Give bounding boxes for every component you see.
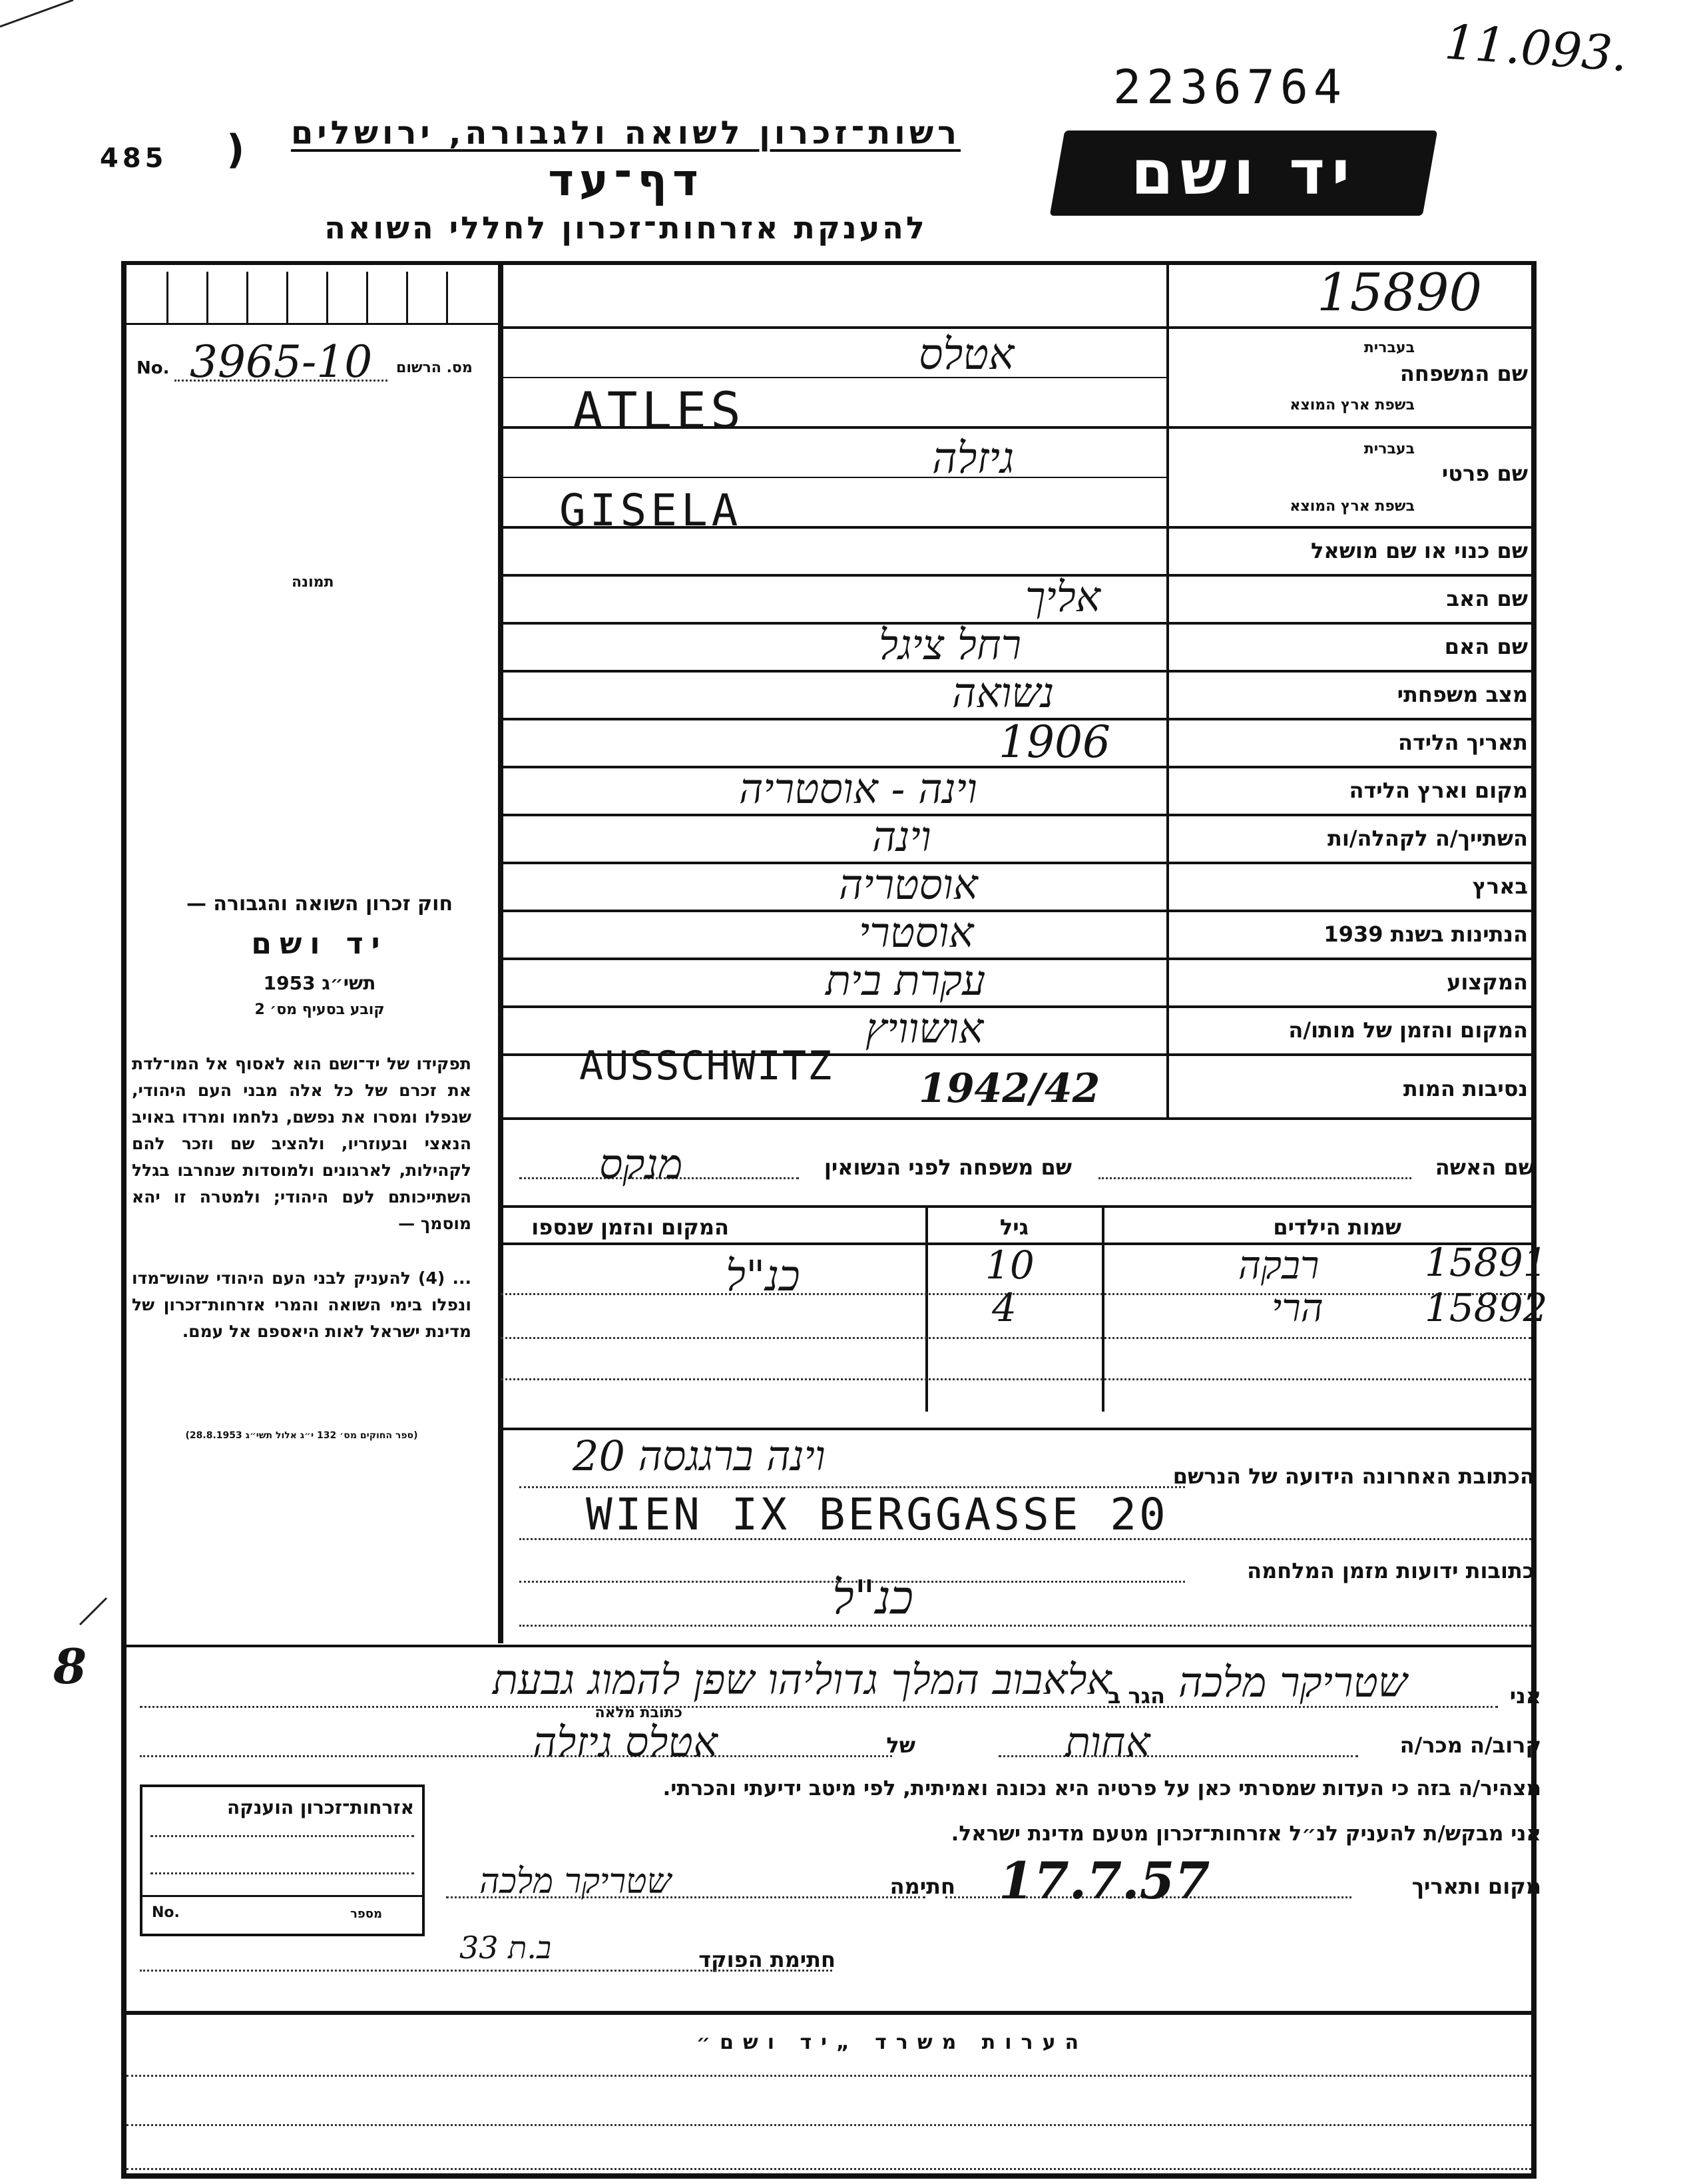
row-sep-8: [501, 814, 1531, 816]
death-place-value: אושוויץ: [865, 1004, 984, 1053]
remarks-line-3: [126, 2168, 1531, 2170]
children-div-2: [1102, 1205, 1104, 1412]
children-age-header: גיל: [999, 1215, 1029, 1240]
officer-line: [140, 1970, 832, 1972]
paperclip-mark: ): [226, 127, 245, 173]
family-name-label: שם המשפחה: [1399, 361, 1528, 386]
registration-line: [174, 380, 387, 382]
remarks-line-1: [126, 2075, 1531, 2077]
children-row-line-2: [501, 1337, 1531, 1339]
signature-value: שטריקר מלכה: [479, 1862, 672, 1902]
country-value: אוסטריה: [839, 860, 978, 909]
signature-label: חתימה: [889, 1874, 955, 1899]
child-1-place: כנ"ל: [726, 1252, 800, 1301]
child-1-id: 15891: [1425, 1240, 1548, 1285]
family-name-split: [501, 377, 1166, 378]
spouse-sep: [501, 1205, 1531, 1208]
child-1-age: 10: [985, 1242, 1035, 1288]
spouse-line: [1098, 1177, 1411, 1179]
corner-scratch: [0, 0, 80, 40]
law-paragraph-2: ... (4) להעניק לבני העם היהודי שהוש־מדו ונפלו בימי השואה והמרי אזרחות־זכרון של מדינת ישראל לאות היאספם אל עמם.: [132, 1268, 471, 1341]
death-place-latin: AUSSCHWITZ: [579, 1043, 834, 1089]
family-name-native-label: בשפת ארץ המוצא: [1290, 397, 1415, 413]
child-1-name: רבקה: [1238, 1242, 1320, 1288]
birth-date-label: תאריך הלידה: [1397, 730, 1528, 755]
family-name-hebrew-label: בעברית: [1363, 340, 1415, 356]
profession-value: עקרת בית: [826, 956, 986, 1005]
citizenship-value: אוסטרי: [859, 908, 974, 957]
row-sep-11: [501, 957, 1531, 960]
row-sep-9: [501, 862, 1531, 864]
last-address-line-1: [519, 1486, 1185, 1488]
spouse-maiden-label: שם משפחה לפני הנשואין: [824, 1155, 1072, 1180]
labels-divider: [1166, 265, 1169, 1117]
of-label: של: [886, 1733, 915, 1758]
mother-label: שם האם: [1444, 634, 1528, 659]
top-boxes: [126, 265, 499, 325]
birth-place-value: וינה - אוסטריה: [739, 764, 977, 813]
children-div-1: [925, 1205, 928, 1412]
spouse-label: שם האשה: [1435, 1155, 1535, 1180]
first-name-native-value: GISELA: [559, 485, 742, 536]
place-date-value: 17.7.57: [999, 1851, 1210, 1910]
full-address-label: כתובת מלאה: [595, 1705, 682, 1721]
last-address-latin: WIEN IX BERGGASSE 20: [586, 1489, 1168, 1540]
law-year: תשי״ג 1953: [263, 972, 376, 994]
declarant-name: שטריקר מלכה: [1178, 1658, 1407, 1707]
mother-value: רחל ציגל: [879, 621, 1022, 669]
spouse-maiden-value: מנקס: [599, 1140, 683, 1189]
birth-place-label: מקום וארץ הלידה: [1349, 778, 1528, 803]
form-subtitle: להענקת אזרחות־זכרון לחללי השואה: [324, 210, 927, 246]
marital-value: נשואה: [952, 669, 1055, 717]
row-sep-14: [501, 1117, 1531, 1120]
wartime-line-2: [519, 1625, 1531, 1627]
declaration-residing-label: הגר ב: [1107, 1683, 1165, 1709]
margin-tick: [73, 1591, 113, 1631]
last-address-line-2: [519, 1538, 1531, 1540]
declarant-address: אלאבוב המלך גדוליהו שפן להמוג גבעת: [493, 1655, 1112, 1704]
children-names-header: שמות הילדים: [1273, 1215, 1401, 1240]
citizenship-box-number-label: מספר: [350, 1907, 382, 1921]
law-paragraph-1: תפקידו של יד־ושם הוא לאסוף אל המו־לדת את זכרם של כל אלה מבני העם היהודי, שנפלו ומסרו את נפשם, נלחמו ומרדו באויב הנאצי ובעוזריו, ולהציב שם וזכר להם לקהילות, לארגונים ולמוסדות שנחרבו בגלל השתייכותם לעם היהודי; ולמטרה זו יהא מוסמך —: [132, 1054, 471, 1233]
first-name-split: [501, 477, 1166, 478]
row-sep-3: [501, 574, 1531, 577]
relation-value: אחות: [1065, 1718, 1150, 1767]
registration-no-label: No.: [136, 358, 170, 378]
children-place-header: המקום והזמן שנספו: [531, 1215, 729, 1240]
first-name-hebrew-label: בעברית: [1363, 441, 1415, 457]
law-name: יד ושם: [251, 927, 388, 961]
statement-1: מצהיר/ה בזה כי העדות שמסרתי כאן על פרטיה היא נכונה ואמיתית, לפי מיטב ידיעתי והכרתי.: [662, 1776, 1541, 1800]
father-label: שם האב: [1446, 586, 1528, 611]
remarks-line-2: [126, 2124, 1531, 2126]
death-year-value: 1942/42: [919, 1065, 1100, 1112]
citizenship-label: הנתינות בשנת 1939: [1323, 922, 1528, 947]
stamp-number: 2236764: [1113, 60, 1347, 115]
child-2-id: 15892: [1425, 1285, 1548, 1330]
citizenship-box-no-label: No.: [152, 1904, 180, 1921]
child-2-name: הרי: [1272, 1285, 1323, 1330]
relative-line: [999, 1755, 1358, 1757]
citizenship-box: [140, 1784, 425, 1936]
relative-label: קרוב/ה מכר/ה: [1399, 1733, 1541, 1758]
officer-signature-label: חתימת הפוקד: [698, 1947, 836, 1972]
children-row-line-3: [501, 1378, 1531, 1380]
registration-value: 3965-10: [190, 336, 373, 388]
row-sep-12: [501, 1005, 1531, 1008]
declaration-line-1: [140, 1706, 1498, 1708]
place-date-label: מקום ותאריך: [1411, 1874, 1541, 1899]
death-place-label: המקום והזמן של מותו/ה: [1288, 1017, 1528, 1043]
first-name-label: שם פרטי: [1441, 461, 1528, 486]
remarks-top: [126, 2011, 1531, 2015]
remarks-label: הערות משרד „יד ושם״: [696, 2031, 1088, 2054]
first-name-native-label: בשפת ארץ המוצא: [1290, 498, 1415, 515]
yad-vashem-logo: [1050, 131, 1438, 216]
officer-value: 33 ב.ת: [459, 1930, 552, 1966]
declaration-top: [126, 1645, 1531, 1647]
row-sep-top: [501, 326, 1531, 329]
file-number: 485: [100, 143, 168, 174]
birth-date-value: 1906: [999, 716, 1110, 768]
citizenship-box-title: אזרחות־זכרון הוענקה: [227, 1796, 414, 1818]
of-line: [140, 1755, 892, 1757]
death-circumstances-label: נסיבות המות: [1403, 1076, 1528, 1101]
last-address-hebrew: וינה ברגגסה 20: [573, 1432, 826, 1480]
photo-label: תמונה: [292, 574, 334, 591]
wartime-address-label: כתובות ידועות מזמן המלחמה: [1247, 1558, 1535, 1583]
relation-of-value: אטלס גיזלה: [533, 1718, 718, 1767]
statement-2: אני מבקש/ת להעניק לנ״ל אזרחות־זכרון מטעם מדינת ישראל.: [951, 1822, 1541, 1846]
community-label: השתייך/ה לקהלה/ות: [1327, 826, 1528, 851]
corner-number: 11.093.: [1443, 13, 1630, 83]
last-address-label: הכתובת האחרונה הידועה של הנרשם: [1172, 1464, 1535, 1489]
form-title: דף־עד: [548, 154, 704, 206]
law-title: חוק זכרון השואה והגבורה —: [186, 892, 453, 916]
law-clause-ref: קובע בסעיף מס׳ 2: [254, 1001, 385, 1018]
margin-mark: 8: [53, 1638, 87, 1695]
law-footnote: (ספר החוקים מס׳ 132 י״ג אלול תשי״ג 28.8.1953): [185, 1430, 418, 1441]
declaration-i-label: אני: [1509, 1683, 1541, 1709]
family-name-native-value: ATLES: [573, 381, 745, 440]
nickname-label: שם כנוי או שם מושאל: [1310, 538, 1528, 563]
child-2-age: 4: [992, 1285, 1017, 1330]
family-name-hebrew-value: אטלס: [919, 330, 1015, 380]
row-sep-10: [501, 910, 1531, 912]
country-label: בארץ: [1472, 874, 1528, 899]
organization-line: רשות־זכרון לשואה ולגבורה, ירושלים: [290, 115, 961, 152]
children-bottom: [501, 1428, 1531, 1430]
profession-label: המקצוע: [1447, 969, 1528, 995]
marital-label: מצב משפחתי: [1397, 682, 1528, 707]
registration-label: מס. הרשום: [396, 360, 473, 376]
community-value: וינה: [872, 812, 931, 861]
first-name-hebrew-value: גיזלה: [932, 434, 1015, 483]
wartime-address-value: כנ"ל: [832, 1570, 913, 1625]
father-value: אליך: [1025, 573, 1100, 621]
record-id: 15890: [1317, 263, 1483, 323]
logo-text: יד ושם: [1130, 137, 1357, 208]
left-column-divider: [498, 265, 503, 1643]
